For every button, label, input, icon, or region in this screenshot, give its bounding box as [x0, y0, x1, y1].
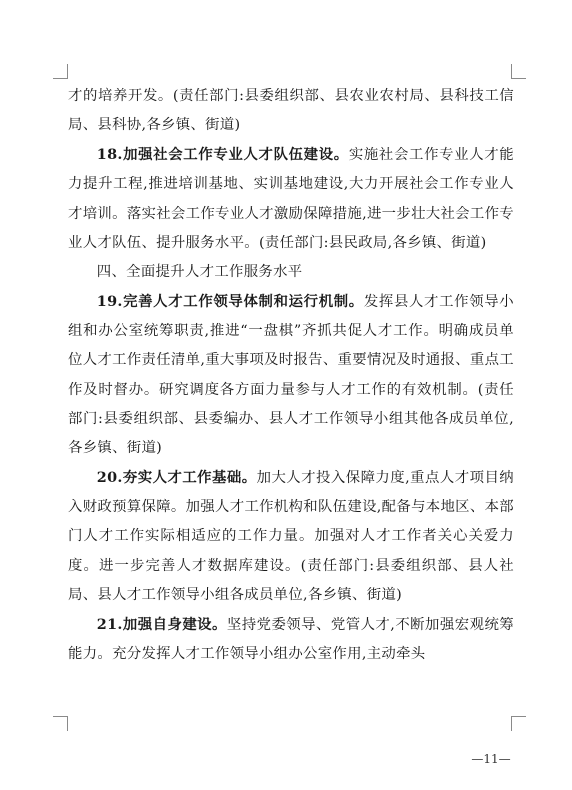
crop-mark-top-left	[53, 64, 68, 79]
paragraph-item-20	[68, 463, 514, 610]
item-20-text: 加大人才投入保障力度,重点人才项目纳入财政预算保障。加强人才工作机构和队伍建设,配备与本地区、本部门人才工作实际相适应的工作力量。加强对人才工作者关心关爱力度。进一步完善人才数据库建设。(责任部门:县委组织部、县人社局、县人才工作领导小组各成员单位,各乡镇、街道)	[68, 470, 514, 603]
item-21-text: 坚持党委领导、党管人才,不断加强宏观统筹能力。充分发挥人才工作领导小组办公室作用,主动牵头	[68, 616, 514, 662]
paragraph-item-21	[68, 610, 514, 669]
item-18-heading: 18.加强社会工作专业人才队伍建设。	[96, 146, 349, 164]
crop-mark-bottom-left	[53, 716, 68, 731]
page-number: —11—	[471, 752, 511, 766]
crop-mark-bottom-right	[511, 716, 526, 731]
item-19-heading: 19.完善人才工作领导体制和运行机制。	[96, 293, 364, 311]
item-21-heading: 21.加强自身建设。	[96, 615, 227, 633]
document-body	[68, 82, 514, 669]
item-20-heading: 20.夯实人才工作基础。	[96, 469, 257, 487]
section-heading-4: 四、全面提升人才工作服务水平	[96, 263, 303, 280]
paragraph-continued: 才的培养开发。(责任部门:县委组织部、县农业农村局、县科技工信局、县科协,各乡镇、街道)	[68, 88, 514, 134]
paragraph-item-19	[68, 287, 514, 463]
item-19-text: 发挥县人才工作领导小组和办公室统筹职责,推进“一盘棋”齐抓共促人才工作。明确成员单位人才工作责任清单,重大事项及时报告、重要情况及时通报、重点工作及时督办。研究调度各方面力量参与人才工作的有效机制。(责任部门:县委组织部、县委编办、县人才工作领导小组其他各成员单位,各乡镇、街道)	[68, 294, 514, 456]
item-18-text: 实施社会工作专业人才能力提升工程,推进培训基地、实训基地建设,大力开展社会工作专业人才培训。落实社会工作专业人才激励保障措施,进一步壮大社会工作专业人才队伍、提升服务水平。(责任部门:县民政局,各乡镇、街道)	[68, 147, 515, 251]
paragraph-item-18	[68, 140, 514, 258]
crop-mark-top-right	[511, 64, 526, 79]
